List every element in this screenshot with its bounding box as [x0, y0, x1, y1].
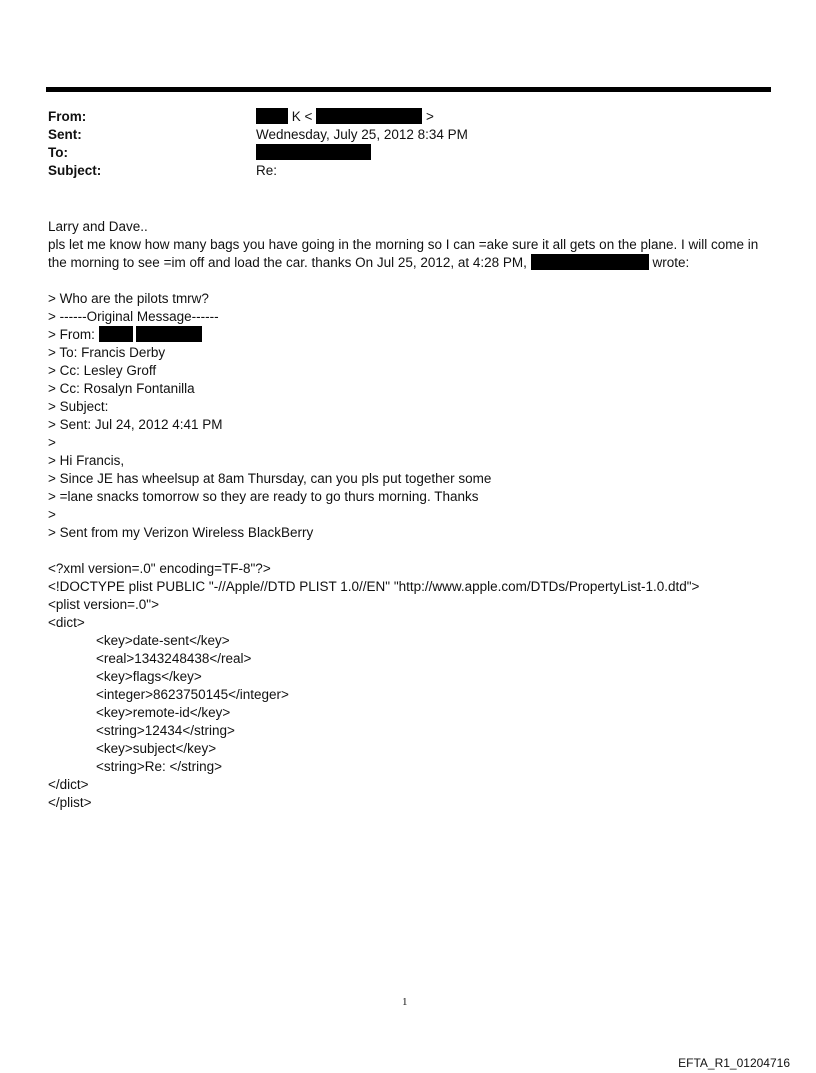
- redaction-block: [136, 326, 202, 342]
- quoted-line: > Who are the pilots tmrw?: [48, 291, 209, 306]
- from-label: From:: [48, 109, 87, 124]
- email-body: [48, 218, 768, 812]
- subject-label: Subject:: [48, 163, 102, 178]
- quoted-line: > Cc: Rosalyn Fontanilla: [48, 381, 195, 396]
- subject-value: Re:: [256, 163, 278, 178]
- redaction-block: [256, 144, 371, 160]
- body-paragraph-line: [48, 254, 768, 272]
- xml-line: <plist version=.0">: [48, 597, 159, 612]
- xml-line: <integer>8623750145</integer>: [96, 687, 289, 702]
- xml-line: <key>remote-id</key>: [96, 705, 231, 720]
- quoted-line: > To: Francis Derby: [48, 345, 166, 360]
- blank-line: [48, 272, 768, 290]
- quoted-line: > Sent from my Verizon Wireless BlackBerry: [48, 525, 314, 540]
- xml-line: <string>Re: </string>: [96, 759, 223, 774]
- from-name: K <: [291, 109, 313, 124]
- from-value: [256, 108, 434, 126]
- quoted-line: > =lane snacks tomorrow so they are ready to go thurs morning. Thanks: [48, 489, 479, 504]
- xml-line: <?xml version=.0" encoding=TF-8"?>: [48, 561, 271, 576]
- body-text: the morning to see =im off and load the car. thanks On Jul 25, 2012, at 4:28 PM,: [48, 255, 527, 270]
- xml-line: <!DOCTYPE plist PUBLIC "-//Apple//DTD PLIST 1.0//EN" "http://www.apple.com/DTDs/PropertyList-1.0.dtd">: [48, 579, 700, 594]
- redaction-block: [316, 108, 422, 124]
- quoted-line: > Subject:: [48, 399, 109, 414]
- xml-line: <key>date-sent</key>: [96, 633, 230, 648]
- redaction-block: [531, 254, 649, 270]
- quoted-line: >: [48, 435, 56, 450]
- to-label: To:: [48, 145, 68, 160]
- redaction-block: [256, 108, 288, 124]
- sent-label: Sent:: [48, 127, 82, 142]
- xml-line: </dict>: [48, 777, 89, 792]
- xml-line: <string>12434</string>: [96, 723, 235, 738]
- bates-number: EFTA_R1_01204716: [678, 1056, 790, 1070]
- quoted-line: > ------Original Message------: [48, 309, 219, 324]
- page-number: 1: [402, 996, 408, 1008]
- xml-line: <dict>: [48, 615, 85, 630]
- quoted-line: > Sent: Jul 24, 2012 4:41 PM: [48, 417, 223, 432]
- xml-line: <key>flags</key>: [96, 669, 202, 684]
- quoted-line: >: [48, 507, 56, 522]
- quoted-line: > Hi Francis,: [48, 453, 125, 468]
- xml-line: <real>1343248438</real>: [96, 651, 252, 666]
- to-value: [256, 144, 371, 162]
- header-rule: [46, 87, 771, 92]
- body-text: wrote:: [652, 255, 690, 270]
- quoted-from-line: [48, 326, 768, 344]
- greeting: Larry and Dave..: [48, 219, 148, 234]
- quoted-line: > Since JE has wheelsup at 8am Thursday, can you pls put together some: [48, 471, 492, 486]
- xml-line: </plist>: [48, 795, 92, 810]
- body-paragraph-line: pls let me know how many bags you have going in the morning so I can =ake sure it all gets on the plane. I will come in: [48, 237, 759, 252]
- quoted-from-label: > From:: [48, 327, 95, 342]
- sent-value: Wednesday, July 25, 2012 8:34 PM: [256, 127, 468, 142]
- quoted-line: > Cc: Lesley Groff: [48, 363, 157, 378]
- redaction-block: [99, 326, 133, 342]
- from-close: >: [425, 109, 434, 124]
- xml-line: <key>subject</key>: [96, 741, 217, 756]
- blank-line: [48, 542, 768, 560]
